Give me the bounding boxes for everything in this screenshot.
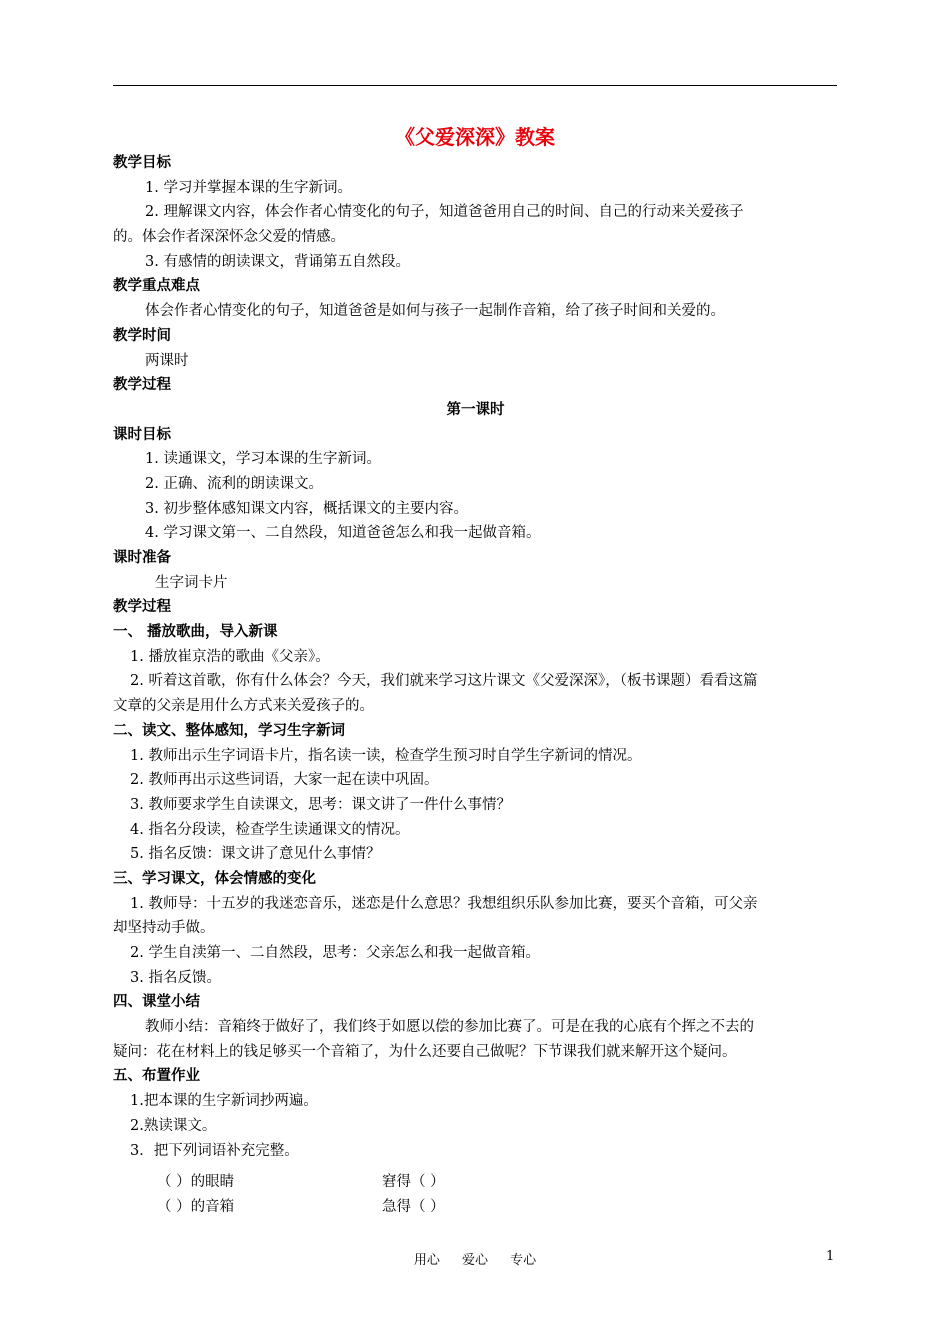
fill-in-right: 急得（ ） bbox=[382, 1199, 445, 1215]
header-rule bbox=[113, 85, 837, 86]
section-heading: 教学过程 bbox=[113, 599, 171, 616]
footer-item: 专心 bbox=[510, 1253, 537, 1268]
section-heading: 四、课堂小结 bbox=[113, 994, 200, 1011]
section-heading: 第一课时 bbox=[446, 401, 505, 418]
body-line: 2. 理解课文内容，体会作者心情变化的句子，知道爸爸用自己的时间、自己的行动来关爱孩子 bbox=[145, 204, 744, 221]
fill-in-right: 窘得（ ） bbox=[382, 1174, 445, 1190]
document-body bbox=[113, 151, 838, 1163]
fill-in-row-2 bbox=[157, 1195, 445, 1216]
footer-item: 爱心 bbox=[461, 1253, 488, 1268]
body-line: 3．把下列词语补充完整。 bbox=[130, 1142, 299, 1159]
footer-item: 用心 bbox=[413, 1253, 440, 1268]
section-heading: 三、学习课文，体会情感的变化 bbox=[113, 870, 316, 887]
body-line: 1.把本课的生字新词抄两遍。 bbox=[130, 1093, 318, 1110]
body-line: 体会作者心情变化的句子，知道爸爸是如何与孩子一起制作音箱，给了孩子时间和关爱的。 bbox=[145, 303, 725, 320]
fill-in-left: （ ）的眼睛 bbox=[157, 1174, 235, 1190]
body-line: 1. 播放崔京浩的歌曲《父亲》。 bbox=[130, 648, 330, 665]
section-heading: 教学目标 bbox=[113, 155, 171, 171]
page-number: 1 bbox=[826, 1249, 835, 1264]
body-line: 4. 指名分段读，检查学生读通课文的情况。 bbox=[130, 821, 410, 838]
body-line: 2.熟读课文。 bbox=[130, 1117, 217, 1134]
body-line: 3. 指名反馈。 bbox=[130, 969, 221, 986]
section-heading: 一、 播放歌曲，导入新课 bbox=[113, 624, 278, 641]
body-line: 文章的父亲是用什么方式来关爱孩子的。 bbox=[113, 698, 374, 715]
section-heading: 教学时间 bbox=[113, 327, 171, 344]
body-line: 却坚持动手做。 bbox=[113, 920, 215, 937]
body-line: 的。体会作者深深怀念父爱的情感。 bbox=[113, 229, 345, 246]
section-heading: 课时目标 bbox=[113, 426, 171, 443]
body-line: 2. 听着这首歌，你有什么体会？今天，我们就来学习这片课文《父爱深深》，（板书课题）看看这篇 bbox=[130, 673, 758, 690]
document-title: 《父爱深深》教案 bbox=[395, 125, 555, 149]
fill-in-left: （ ）的音箱 bbox=[157, 1199, 235, 1215]
body-line: 2. 教师再出示这些词语，大家一起在读中巩固。 bbox=[130, 772, 439, 789]
body-line: 3. 有感情的朗读课文，背诵第五自然段。 bbox=[145, 253, 410, 270]
body-line: 1. 教师导：十五岁的我迷恋音乐，迷恋是什么意思？我想组织乐队参加比赛，要买个音箱，可父亲 bbox=[130, 895, 758, 912]
body-line: 教师小结：音箱终于做好了，我们终于如愿以偿的参加比赛了。可是在我的心底有个挥之不去的 bbox=[145, 1019, 754, 1036]
body-line: 1. 学习并掌握本课的生字新词。 bbox=[145, 179, 352, 196]
section-heading: 教学重点难点 bbox=[113, 278, 200, 295]
section-heading: 二、读文、整体感知，学习生字新词 bbox=[113, 722, 345, 739]
body-line: 3. 初步整体感知课文内容，概括课文的主要内容。 bbox=[145, 500, 468, 517]
section-heading: 五、布置作业 bbox=[113, 1068, 200, 1085]
body-line: 5. 指名反馈：课文讲了意见什么事情？ bbox=[130, 846, 381, 863]
body-line: 3. 教师要求学生自读课文，思考：课文讲了一件什么事情？ bbox=[130, 796, 511, 813]
body-line: 两课时 bbox=[145, 352, 189, 369]
section-heading: 课时准备 bbox=[113, 550, 171, 566]
body-line: 2. 学生自渎第一、二自然段，思考：父亲怎么和我一起做音箱。 bbox=[130, 945, 540, 961]
body-line: 4. 学习课文第一、二自然段，知道爸爸怎么和我一起做音箱。 bbox=[145, 525, 541, 542]
body-line: 生字词卡片 bbox=[155, 574, 228, 591]
body-line: 1. 教师出示生字词语卡片，指名读一读，检查学生预习时自学生字新词的情况。 bbox=[130, 747, 642, 764]
body-line: 疑问：花在材料上的钱足够买一个音箱了，为什么还要自己做呢？下节课我们就来解开这个疑问。 bbox=[113, 1043, 737, 1060]
body-line: 2. 正确、流利的朗读课文。 bbox=[145, 475, 323, 492]
fill-in-row-1 bbox=[157, 1170, 445, 1191]
section-heading: 教学过程 bbox=[113, 377, 171, 394]
page-footer bbox=[0, 1249, 950, 1268]
body-line: 1. 读通课文，学习本课的生字新词。 bbox=[145, 451, 381, 468]
